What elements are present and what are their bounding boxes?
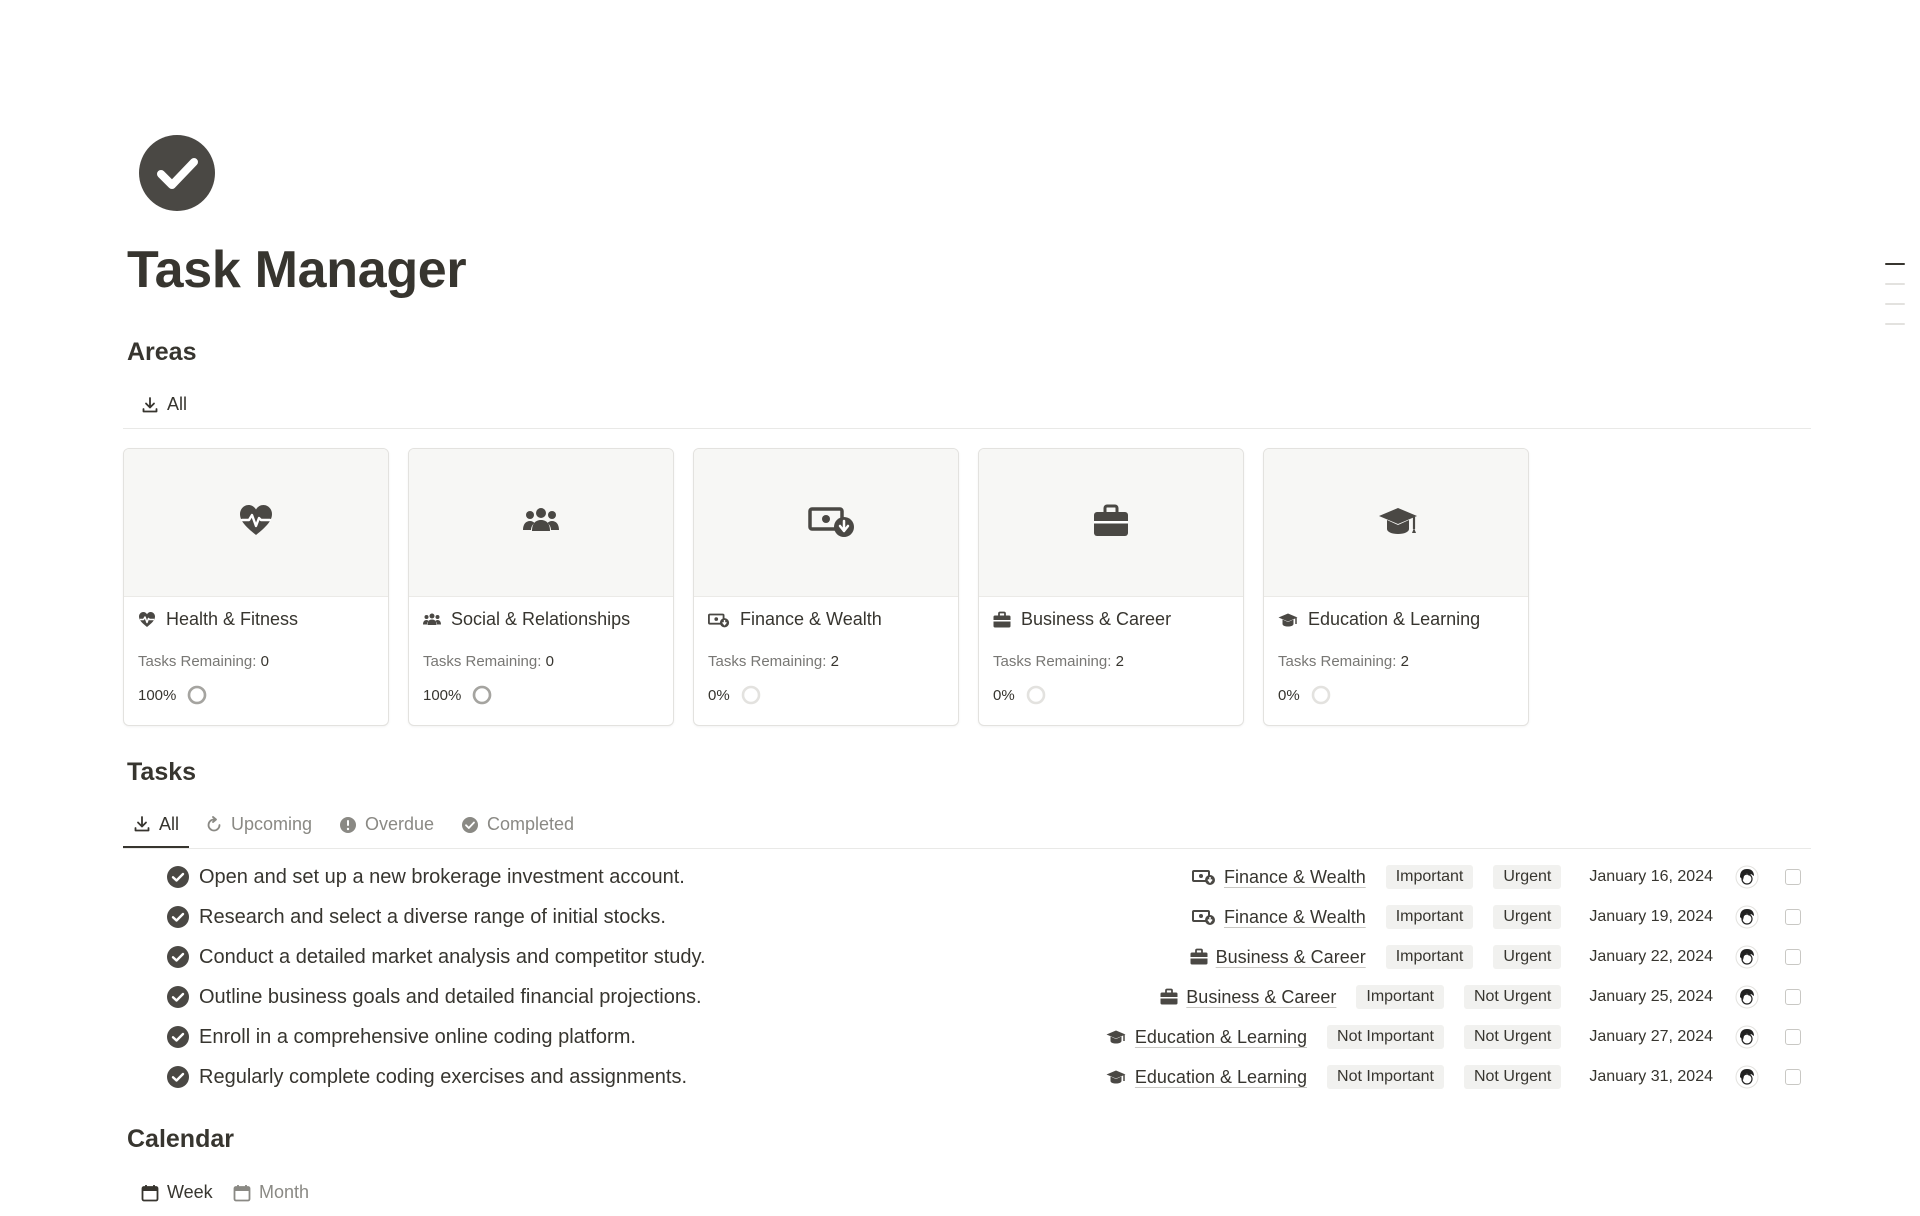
task-area-name: Education & Learning — [1134, 1026, 1308, 1047]
progress-label: 100% — [138, 686, 177, 704]
importance-tag: Important — [1386, 905, 1474, 929]
area-name: Finance & Wealth — [740, 609, 882, 629]
task-properties — [1190, 937, 1811, 977]
card-cover — [124, 449, 388, 597]
card-cover — [694, 449, 958, 597]
tab-areas-all[interactable] — [131, 382, 197, 427]
urgency-tag: Urgent — [1493, 945, 1561, 969]
importance-tag: Not Important — [1327, 1065, 1444, 1089]
money-bill-icon — [1192, 908, 1216, 926]
people-group-icon — [423, 611, 441, 629]
importance-tag: Important — [1356, 985, 1444, 1009]
task-date: January 22, 2024 — [1589, 948, 1713, 965]
task-name[interactable]: Outline business goals and detailed financial projections. — [199, 986, 702, 1008]
graduation-cap-icon — [1378, 503, 1418, 539]
task-name[interactable]: Conduct a detailed market analysis and competitor study. — [199, 946, 706, 968]
task-done-checkbox[interactable] — [1785, 989, 1801, 1005]
task-date: January 31, 2024 — [1589, 1068, 1713, 1085]
tasks-view-tabs — [123, 802, 1811, 849]
tasks-heading: Tasks — [127, 758, 197, 786]
progress-ring — [740, 684, 762, 706]
urgency-tag: Not Urgent — [1464, 985, 1561, 1009]
task-row[interactable] — [123, 857, 1811, 897]
toc-line[interactable] — [1885, 303, 1905, 305]
money-bill-icon — [708, 611, 730, 629]
tab-label: All — [167, 394, 188, 414]
money-bill-icon — [808, 503, 856, 539]
area-card-business-career[interactable] — [978, 448, 1244, 726]
page-title: Task Manager — [127, 241, 467, 299]
task-area-link[interactable] — [1192, 867, 1366, 888]
tab-month[interactable] — [223, 1170, 319, 1215]
task-area-link[interactable] — [1190, 947, 1366, 968]
task-area-link[interactable] — [1105, 1027, 1307, 1048]
tab-completed[interactable] — [451, 802, 584, 847]
areas-view-tabs — [123, 382, 1811, 429]
download-icon — [141, 396, 159, 414]
tasks-remaining-count: 2 — [830, 653, 839, 670]
alert-circle-icon — [339, 816, 357, 834]
task-date: January 27, 2024 — [1589, 1028, 1713, 1045]
progress-label: 0% — [993, 686, 1015, 704]
task-area-name: Finance & Wealth — [1223, 866, 1366, 887]
progress-label: 100% — [423, 686, 462, 704]
check-circle-icon — [167, 1066, 189, 1088]
importance-tag: Important — [1386, 945, 1474, 969]
task-properties — [1192, 857, 1811, 897]
briefcase-icon — [1093, 503, 1129, 539]
task-date: January 16, 2024 — [1589, 868, 1713, 885]
tab-label: Completed — [487, 814, 575, 834]
heart-pulse-icon — [138, 611, 156, 629]
task-done-checkbox[interactable] — [1785, 869, 1801, 885]
urgency-tag: Not Urgent — [1464, 1025, 1561, 1049]
check-circle-icon — [461, 816, 479, 834]
check-circle-icon — [167, 946, 189, 968]
tasks-remaining-count: 2 — [1400, 653, 1409, 670]
toc-line[interactable] — [1885, 283, 1905, 285]
check-circle-icon — [167, 1026, 189, 1048]
toc-line[interactable] — [1885, 263, 1905, 265]
briefcase-icon — [1190, 948, 1208, 966]
money-bill-icon — [1192, 868, 1216, 886]
card-title — [1278, 609, 1480, 630]
task-done-checkbox[interactable] — [1785, 949, 1801, 965]
progress — [1278, 684, 1332, 706]
task-area-link[interactable] — [1192, 907, 1366, 928]
area-name: Education & Learning — [1308, 609, 1481, 629]
calendar-view-tabs — [123, 1170, 1811, 1216]
tab-label: Week — [167, 1182, 213, 1202]
tab-overdue[interactable] — [329, 802, 444, 847]
progress — [138, 684, 208, 706]
card-title — [993, 609, 1171, 630]
area-card-social-relationships[interactable] — [408, 448, 674, 726]
task-row[interactable] — [123, 977, 1811, 1017]
importance-tag: Not Important — [1327, 1025, 1444, 1049]
tasks-remaining-count: 0 — [260, 653, 269, 670]
progress-label: 0% — [708, 686, 730, 704]
briefcase-icon — [1160, 988, 1178, 1006]
check-circle-icon — [167, 906, 189, 928]
tab-week[interactable] — [131, 1170, 223, 1215]
download-icon — [133, 815, 151, 833]
task-done-checkbox[interactable] — [1785, 909, 1801, 925]
tasks-remaining-label: Tasks Remaining: — [423, 653, 542, 670]
card-title — [423, 609, 630, 630]
heart-pulse-icon — [238, 503, 274, 539]
tab-all[interactable] — [123, 802, 189, 848]
progress — [423, 684, 493, 706]
progress-ring-track — [1028, 687, 1044, 703]
task-properties — [1160, 977, 1811, 1017]
tasks-remaining-label: Tasks Remaining: — [708, 653, 827, 670]
task-area-name: Finance & Wealth — [1223, 906, 1366, 927]
task-row[interactable] — [123, 937, 1811, 977]
progress-label: 0% — [1278, 686, 1300, 704]
urgency-tag: Not Urgent — [1464, 1065, 1561, 1089]
task-date: January 25, 2024 — [1589, 988, 1713, 1005]
tab-label: Month — [259, 1182, 310, 1202]
task-area-name: Education & Learning — [1134, 1066, 1308, 1087]
avatar[interactable] — [1735, 1065, 1759, 1089]
tab-label: Overdue — [365, 814, 435, 834]
calendar-heading: Calendar — [127, 1125, 234, 1153]
progress-ring — [471, 684, 493, 706]
urgency-tag: Urgent — [1493, 865, 1561, 889]
task-done-checkbox[interactable] — [1785, 1029, 1801, 1045]
tasks-remaining-label: Tasks Remaining: — [993, 653, 1112, 670]
task-properties — [1192, 897, 1811, 937]
check-circle-icon[interactable] — [139, 135, 215, 211]
avatar[interactable] — [1735, 945, 1759, 969]
tab-upcoming[interactable] — [195, 802, 322, 847]
task-area-link[interactable] — [1105, 1067, 1307, 1088]
progress-ring — [186, 684, 208, 706]
area-name: Social & Relationships — [451, 609, 631, 629]
people-group-icon — [523, 503, 559, 539]
graduation-cap-icon — [1105, 1028, 1127, 1046]
area-card-finance-wealth[interactable] — [693, 448, 959, 726]
task-properties — [1105, 1017, 1811, 1057]
tasks-remaining — [138, 653, 269, 670]
task-done-checkbox[interactable] — [1785, 1069, 1801, 1085]
progress-ring-fill — [474, 687, 490, 703]
task-area-name: Business & Career — [1186, 986, 1337, 1007]
avatar[interactable] — [1735, 1025, 1759, 1049]
tasks-remaining — [1278, 653, 1409, 670]
card-cover — [409, 449, 673, 597]
tasks-remaining-count: 0 — [545, 653, 554, 670]
task-name[interactable]: Open and set up a new brokerage investment account. — [199, 866, 685, 888]
tasks-remaining — [423, 653, 554, 670]
area-card-health-fitness[interactable] — [123, 448, 389, 726]
toc-line[interactable] — [1885, 323, 1905, 325]
refresh-icon — [205, 816, 223, 834]
graduation-cap-icon — [1105, 1068, 1127, 1086]
tab-label: Upcoming — [231, 814, 313, 834]
tasks-remaining — [993, 653, 1124, 670]
card-title — [138, 609, 298, 630]
task-area-name: Business & Career — [1215, 946, 1366, 967]
tab-label: All — [159, 813, 180, 834]
table-of-contents-minimap[interactable] — [1885, 263, 1905, 343]
card-cover — [1264, 449, 1528, 597]
task-row[interactable] — [123, 1057, 1811, 1097]
progress-ring — [1025, 684, 1047, 706]
tasks-remaining-label: Tasks Remaining: — [1278, 653, 1397, 670]
tasks-remaining-label: Tasks Remaining: — [138, 653, 257, 670]
check-circle-icon — [167, 866, 189, 888]
progress — [993, 684, 1047, 706]
task-name[interactable]: Regularly complete coding exercises and assignments. — [199, 1066, 688, 1088]
tasks-remaining — [708, 653, 839, 670]
avatar[interactable] — [1735, 985, 1759, 1009]
urgency-tag: Urgent — [1493, 905, 1561, 929]
check-circle-icon — [167, 986, 189, 1008]
task-date: January 19, 2024 — [1589, 908, 1713, 925]
progress-ring-fill — [189, 687, 205, 703]
area-card-education-learning[interactable] — [1263, 448, 1529, 726]
importance-tag: Important — [1386, 865, 1474, 889]
task-row[interactable] — [123, 897, 1811, 937]
avatar[interactable] — [1735, 905, 1759, 929]
progress — [708, 684, 762, 706]
progress-ring-track — [1313, 687, 1329, 703]
graduation-cap-icon — [1278, 611, 1298, 629]
card-cover — [979, 449, 1243, 597]
task-name[interactable]: Enroll in a comprehensive online coding platform. — [199, 1026, 636, 1048]
avatar[interactable] — [1735, 865, 1759, 889]
areas-heading: Areas — [127, 338, 197, 366]
task-name[interactable]: Research and select a diverse range of initial stocks. — [199, 906, 666, 928]
task-area-link[interactable] — [1160, 987, 1336, 1008]
area-name: Health & Fitness — [166, 609, 299, 629]
task-properties — [1105, 1057, 1811, 1097]
briefcase-icon — [993, 611, 1011, 629]
progress-ring-track — [743, 687, 759, 703]
card-title — [708, 609, 882, 630]
task-row[interactable] — [123, 1017, 1811, 1057]
progress-ring — [1310, 684, 1332, 706]
tasks-remaining-count: 2 — [1115, 653, 1124, 670]
area-name: Business & Career — [1021, 609, 1172, 629]
